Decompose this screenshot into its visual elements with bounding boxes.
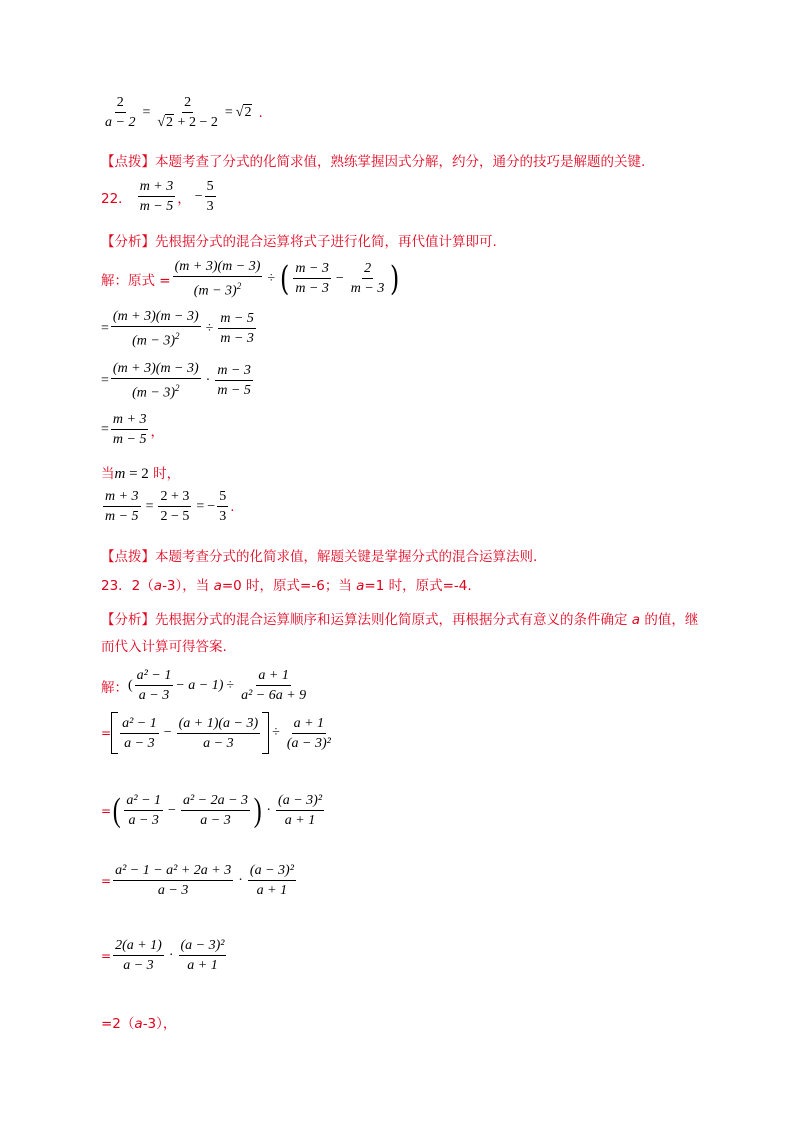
numerator: m + 3: [138, 178, 176, 197]
equals-sign: =: [101, 421, 109, 437]
numerator: m + 3: [103, 488, 141, 507]
period: .: [258, 104, 263, 121]
exponent: 2: [174, 331, 180, 341]
denominator: (a − 3)²: [286, 735, 331, 751]
fraction: [113, 862, 233, 899]
fraction: [113, 937, 164, 974]
analysis-text: 的值，继: [640, 612, 699, 628]
numerator: a + 1: [256, 667, 290, 686]
denominator: [130, 327, 181, 350]
note-text: 本题考查分式的化简求值，解题关键是掌握分式的混合运算法则.: [155, 549, 538, 565]
fraction: [103, 94, 137, 131]
fraction: [205, 178, 216, 215]
solution-23-result: [101, 1012, 176, 1032]
left-paren: (: [112, 791, 121, 829]
numerator: a² − 1: [124, 792, 163, 811]
denominator: a − 3: [123, 958, 154, 973]
fraction: [111, 411, 149, 448]
numerator: (a − 3)²: [248, 862, 296, 881]
solution-23-line-3: [101, 792, 326, 829]
period: .: [230, 498, 235, 515]
note-text: 本题考查了分式的化简求值，熟练掌握因式分解，约分，通分的技巧是解题的关键.: [155, 154, 646, 170]
denominator: a + 1: [284, 813, 316, 828]
question-number: 22．: [101, 190, 132, 207]
multiply-dot: ·: [238, 872, 243, 888]
variable-a: a: [631, 612, 641, 628]
root-sign: √: [235, 104, 244, 120]
numerator: m − 5: [218, 310, 256, 329]
result-part: =2（: [101, 1016, 135, 1032]
fraction: [138, 178, 176, 215]
numerator: m − 3: [293, 260, 331, 279]
denominator: a − 2: [105, 115, 136, 130]
denominator-rest: + 2 − 2: [177, 115, 218, 130]
numerator: 2: [115, 94, 126, 113]
denominator: a − 3: [138, 688, 170, 703]
answer-part: =0 时，原式=-6；当: [221, 578, 357, 594]
denominator: a − 3: [200, 813, 231, 828]
equals-sign: =: [224, 104, 233, 120]
variable-a: a: [134, 1016, 143, 1032]
fraction: [349, 260, 387, 297]
analysis-line: [101, 607, 731, 661]
fraction: [218, 310, 256, 347]
denominator: a − 3: [124, 735, 155, 751]
denominator: m − 3: [350, 281, 385, 297]
radicand: 2: [244, 105, 252, 120]
comma: ，: [150, 423, 164, 440]
right-bracket: [262, 712, 269, 754]
equals-sign: =: [142, 104, 151, 120]
equation-line-1: [101, 94, 263, 131]
fraction: [179, 937, 227, 974]
left-bracket: [111, 712, 118, 754]
radicand: 2: [166, 115, 174, 130]
expression-middle: − a − 1): [175, 677, 224, 693]
equals-sign: =: [101, 948, 112, 963]
right-paren: ): [253, 791, 262, 829]
numerator: (a + 1)(a − 3): [177, 715, 261, 734]
numerator: 5: [217, 488, 228, 507]
numerator: (m + 3)(m − 3): [173, 258, 263, 277]
multiply-dot: ·: [205, 372, 211, 388]
condition-line: [101, 462, 180, 483]
analysis-text: 先根据分式的混合运算将式子进行化简，再代值计算即可.: [155, 234, 497, 250]
multiply-dot: ·: [266, 802, 272, 818]
fraction: [111, 308, 201, 350]
equals-sign: =: [196, 498, 205, 514]
fraction: [124, 792, 163, 829]
fraction: [285, 715, 333, 752]
numerator: a² − 1 − a² + 2a + 3: [113, 862, 233, 881]
answer-part: -3），当: [162, 578, 214, 594]
numerator: (a − 3)²: [179, 937, 227, 956]
fraction: [217, 488, 228, 525]
numerator: (a − 3)²: [276, 792, 324, 811]
minus-sign: −: [163, 725, 172, 740]
minus-sign: −: [207, 498, 216, 514]
analysis-text: 而代入计算可得答案.: [101, 639, 227, 655]
fraction: [120, 715, 159, 752]
numerator: 2(a + 1): [113, 937, 164, 956]
analysis-tag: 【分析】: [101, 234, 155, 250]
exponent: 2: [236, 281, 242, 291]
fraction: [248, 862, 296, 899]
analysis-line: [101, 230, 497, 250]
denominator: [155, 113, 219, 131]
denominator: 2 − 5: [160, 509, 190, 524]
note-tag: 【点拨】: [101, 549, 155, 565]
comma: ，: [177, 190, 191, 207]
numerator: a² − 2a − 3: [181, 792, 250, 811]
division-sign: ÷: [267, 270, 276, 286]
condition-value: = 2: [125, 466, 149, 482]
evaluation-line: [101, 488, 234, 525]
denominator: a − 3: [157, 883, 189, 898]
right-paren: ): [390, 258, 400, 299]
equals-sign: =: [101, 873, 112, 888]
fraction: [135, 667, 174, 704]
numerator: 2 + 3: [158, 488, 191, 507]
division-sign: ÷: [226, 677, 235, 693]
minus-sign: −: [194, 188, 203, 204]
condition-prefix: 当: [101, 466, 115, 482]
denominator: m − 3: [220, 331, 254, 347]
solution-intro: 解：原式 =: [101, 272, 171, 289]
fraction: [103, 488, 141, 525]
equals-sign: =: [101, 803, 112, 818]
division-sign: ÷: [272, 725, 280, 740]
fraction: [177, 715, 261, 752]
fraction: [215, 362, 253, 399]
numerator: (m + 3)(m − 3): [111, 360, 201, 379]
fraction: [276, 792, 324, 829]
numerator: 2: [362, 260, 373, 279]
answer-part: 23．2（: [101, 578, 154, 594]
solution-23-line-2: [101, 712, 335, 754]
denominator: a + 1: [256, 883, 288, 898]
denominator: m − 5: [139, 199, 174, 214]
left-paren: (: [128, 677, 133, 693]
division-sign: ÷: [205, 320, 214, 336]
numerator: 2: [182, 94, 193, 113]
variable-a: a: [153, 578, 163, 594]
note-line: [101, 150, 645, 170]
minus-sign: −: [168, 802, 176, 818]
denominator: m − 5: [217, 383, 251, 399]
denominator: 3: [219, 509, 227, 524]
note-tag: 【点拨】: [101, 154, 155, 170]
question-23-answer: [101, 574, 472, 594]
variable-a: a: [356, 578, 365, 594]
fraction: [155, 94, 219, 131]
question-22-answer: [101, 178, 218, 215]
solution-22-line-2: [101, 308, 258, 350]
minus-sign: −: [335, 270, 344, 286]
fraction: [173, 258, 263, 300]
numerator: (m + 3)(m − 3): [111, 308, 201, 327]
numerator: 5: [205, 178, 216, 197]
condition-suffix: 时，: [153, 466, 181, 482]
denominator: [192, 277, 243, 300]
fraction: [181, 792, 250, 829]
solution-intro: 解：: [101, 679, 128, 696]
numerator: m − 3: [215, 362, 253, 381]
answer-part: =1 时，原式=-4.: [364, 578, 472, 594]
analysis-text: 先根据分式的混合运算顺序和运算法则化简原式，再根据分式有意义的条件确定: [155, 612, 632, 628]
multiply-dot: ·: [168, 947, 174, 963]
denominator-base: (m − 3): [193, 283, 237, 299]
denominator: m − 5: [112, 432, 147, 447]
equals-sign: =: [145, 498, 154, 514]
denominator: a − 3: [128, 813, 159, 828]
root-sign: √: [157, 115, 166, 130]
solution-23-line-5: [101, 937, 228, 974]
numerator: a² − 1: [120, 715, 159, 734]
solution-22-line-4: [101, 411, 164, 448]
denominator: a² − 6a + 9: [241, 688, 307, 703]
denominator-base: (m − 3): [132, 385, 175, 401]
solution-22-line-1: [101, 258, 402, 300]
solution-23-line-4: [101, 862, 298, 899]
denominator: [130, 379, 181, 402]
exponent: 2: [174, 383, 180, 393]
equals-sign: =: [101, 320, 109, 336]
equals-sign: =: [101, 372, 109, 388]
denominator: 3: [206, 199, 214, 214]
fraction: [111, 360, 201, 402]
variable-a: a: [213, 578, 222, 594]
result-part: -3），: [142, 1016, 177, 1032]
fraction: [239, 667, 308, 704]
numerator: m + 3: [111, 411, 149, 430]
variable-m: m: [114, 466, 126, 482]
left-paren: (: [280, 258, 290, 299]
analysis-tag: 【分析】: [101, 612, 155, 628]
denominator: m − 5: [105, 509, 139, 524]
denominator: a + 1: [187, 958, 218, 973]
denominator: m − 3: [295, 281, 329, 297]
denominator: a − 3: [203, 735, 234, 751]
numerator: a² − 1: [135, 667, 174, 686]
solution-22-line-3: [101, 360, 255, 402]
fraction: [158, 488, 191, 525]
numerator: a + 1: [292, 715, 326, 734]
note-line: [101, 545, 537, 565]
denominator-base: (m − 3): [132, 333, 175, 349]
equals-sign: =: [101, 726, 112, 740]
fraction: [293, 260, 331, 297]
solution-23-line-1: [101, 667, 310, 704]
